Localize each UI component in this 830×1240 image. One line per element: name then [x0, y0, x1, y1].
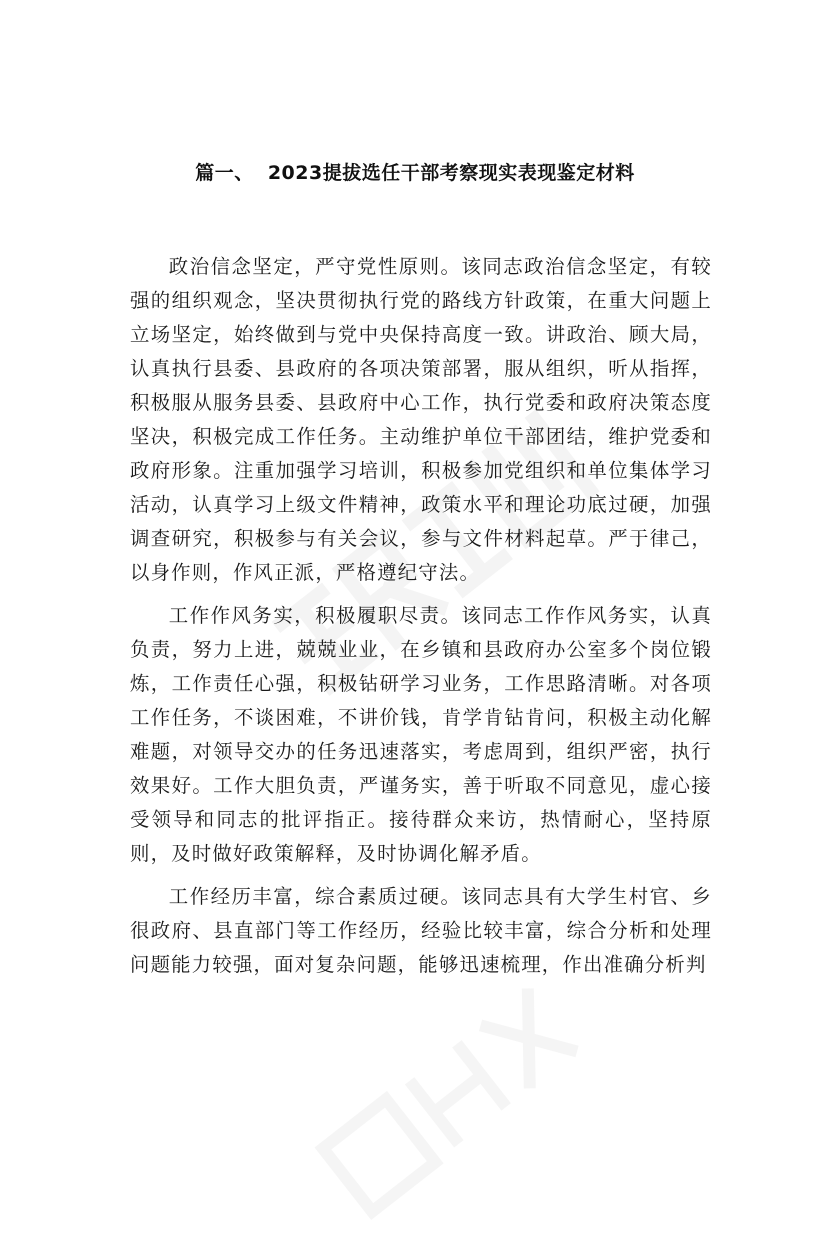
paragraph-political-belief: 政治信念坚定，严守党性原则。该同志政治信念坚定，有较强的组织观念，坚决贯彻执行党的路线方针政策，在重大问题上立场坚定，始终做到与党中央保持高度一致。讲政治、顾大局，认真执行县委、县政府的各项决策部署，服从组织，听从指挥，积极服从服务县委、县政府中心工作，执行党委和政府决策态度坚决，积极完成工作任务。主动维护单位干部团结，维护党委和政府形象。注重加强学习培训，积极参加党组织和单位集体学习活动，认真学习上级文件精神，政策水平和理论功底过硬，加强调查研究，积极参与有关会议，参与文件材料起草。严于律己，以身作则，作风正派，严格遵纪守法。 [130, 255, 712, 584]
paragraph-work-style: 工作作风务实，积极履职尽责。该同志工作作风务实，认真负责，努力上进，兢兢业业，在乡镇和县政府办公室多个岗位锻炼，工作责任心强，积极钻研学习业务，工作思路清晰。对各项工作任务，不谈困难，不讲价钱，肯学肯钻肯问，积极主动化解难题，对领导交办的任务迅速落实，考虑周到，组织严密，执行效果好。工作大胆负责，严谨务实，善于听取不同意见，虚心接受领导和同志的批评指正。接待群众来访，热情耐心，坚持原则，及时做好政策解释，及时协调化解矛盾。 [130, 604, 712, 865]
document-title [0, 158, 830, 185]
document-body [130, 250, 712, 982]
title-main: 2023提拔选任干部考察现实表现鉴定材料 [267, 162, 635, 184]
title-prefix: 篇一、 [195, 162, 254, 184]
watermark-graphic-lower [295, 960, 605, 1239]
paragraph-work-experience: 工作经历丰富，综合素质过硬。该同志具有大学生村官、乡很政府、县直部门等工作经历，经验比较丰富，综合分析和处理问题能力较强，面对复杂问题，能够迅速梳理，作出准确分析判 [130, 885, 712, 976]
